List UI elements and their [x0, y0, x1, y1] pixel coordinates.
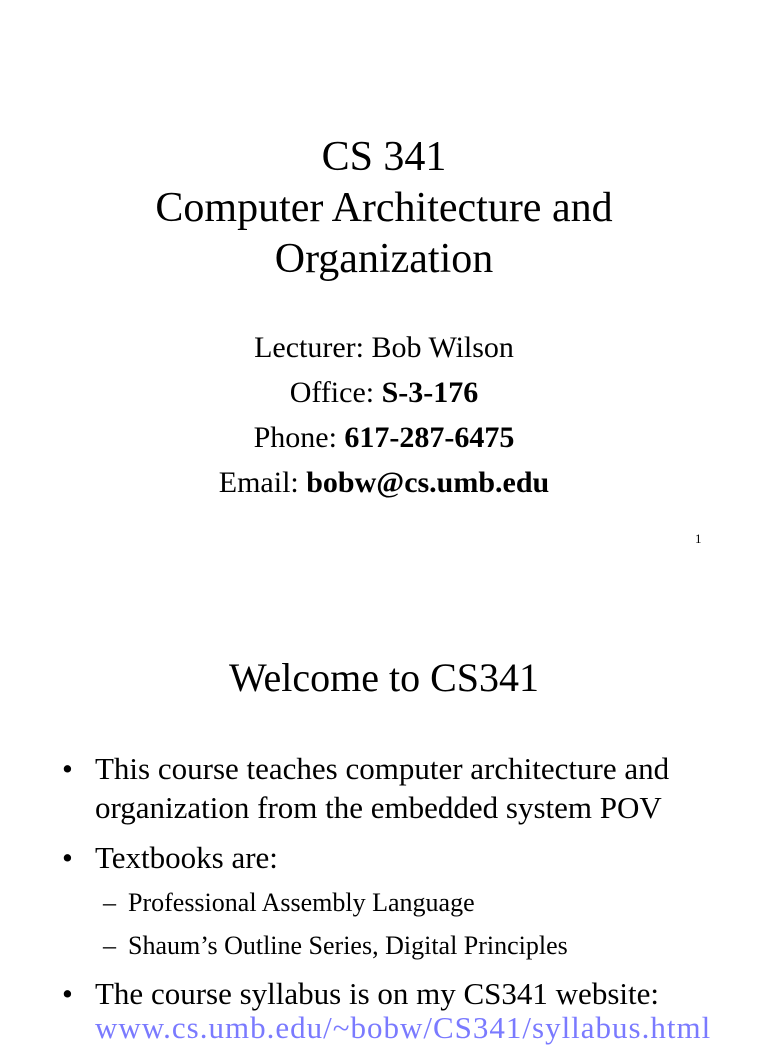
- bullet-icon: •: [62, 840, 73, 875]
- email-label: Email:: [218, 466, 307, 499]
- office-line: [0, 375, 768, 411]
- bullet-icon: •: [62, 751, 73, 786]
- phone-line: [0, 420, 768, 456]
- email-value: bobw@cs.umb.edu: [306, 466, 550, 499]
- office-label: Office:: [289, 376, 382, 409]
- dash-icon: –: [103, 888, 116, 917]
- dash-icon: –: [103, 931, 116, 960]
- course-name-title-line2: Organization: [274, 236, 494, 282]
- page-number: 1: [695, 531, 702, 546]
- slide-title: Welcome to CS341: [228, 655, 540, 700]
- bullet-icon: •: [62, 976, 73, 1011]
- textbook-item: Shaum’s Outline Series, Digital Principles: [128, 931, 568, 960]
- lecturer-label: Lecturer:: [254, 331, 372, 364]
- course-name-title-line1: Computer Architecture and: [155, 185, 613, 231]
- lecturer-line: [0, 330, 768, 366]
- office-value: S-3-176: [381, 376, 479, 409]
- syllabus-link[interactable]: www.cs.umb.edu/~bobw/CS341/syllabus.html: [95, 1010, 712, 1045]
- course-code-title: CS 341: [321, 134, 447, 180]
- bullet-syllabus: The course syllabus is on my CS341 website:: [95, 976, 659, 1011]
- phone-value: 617-287-6475: [344, 421, 515, 454]
- lecturer-name: Bob Wilson: [371, 331, 514, 364]
- bullet-course-line1: This course teaches computer architecture and: [95, 751, 670, 786]
- phone-label: Phone:: [253, 421, 345, 454]
- textbook-item: Professional Assembly Language: [128, 888, 475, 917]
- email-line: [0, 465, 768, 501]
- bullet-course-line2: organization from the embedded system POV: [95, 790, 662, 825]
- bullet-textbooks: Textbooks are:: [95, 840, 278, 875]
